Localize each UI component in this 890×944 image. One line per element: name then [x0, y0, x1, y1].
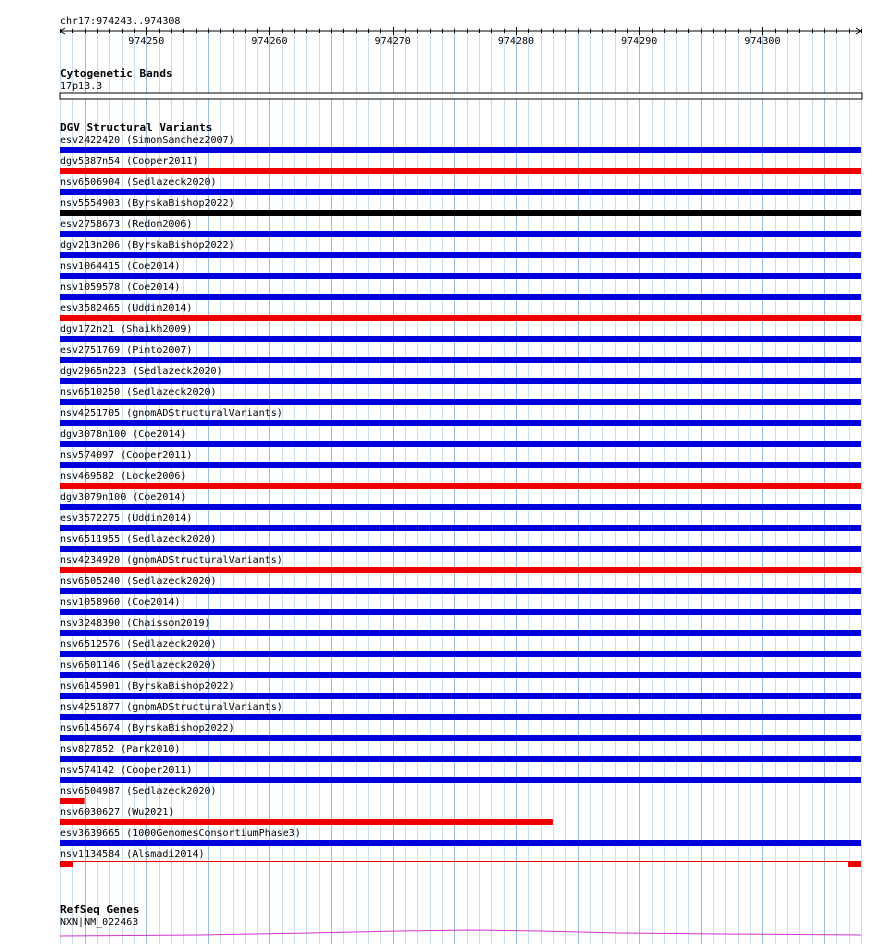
dgv-feature-label: nsv827852 (Park2010) — [60, 744, 181, 755]
dgv-feature[interactable] — [60, 240, 861, 258]
dgv-feature-bar[interactable] — [60, 315, 861, 321]
dgv-feature[interactable] — [60, 471, 861, 489]
dgv-feature-bar[interactable] — [60, 462, 861, 468]
dgv-feature[interactable] — [60, 828, 861, 846]
dgv-feature[interactable] — [60, 366, 861, 384]
dgv-feature-bar[interactable] — [60, 714, 861, 720]
dgv-feature[interactable] — [60, 177, 861, 195]
dgv-feature[interactable] — [60, 618, 861, 636]
dgv-feature-label: nsv1064415 (Coe2014) — [60, 261, 181, 272]
dgv-feature-label: nsv6145674 (ByrskaBishop2022) — [60, 723, 235, 734]
dgv-feature[interactable] — [60, 723, 861, 741]
dgv-feature[interactable] — [60, 702, 861, 720]
dgv-feature-label: nsv6510250 (Sedlazeck2020) — [60, 387, 217, 398]
dgv-feature[interactable] — [60, 744, 861, 762]
dgv-feature-bar[interactable] — [60, 189, 861, 195]
refseq-track-title: RefSeq Genes — [60, 903, 140, 916]
ruler-ticks — [60, 27, 862, 47]
ruler-tick-label: 974280 — [497, 36, 535, 47]
dgv-feature-bar[interactable] — [60, 525, 861, 531]
dgv-feature-bar[interactable] — [60, 420, 861, 426]
dgv-feature-label: nsv6501146 (Sedlazeck2020) — [60, 660, 217, 671]
dgv-track[interactable] — [60, 121, 861, 867]
ruler-tick-label: 974250 — [128, 36, 165, 47]
dgv-feature-bar[interactable] — [60, 399, 861, 405]
dgv-feature-bar[interactable] — [60, 210, 861, 216]
cytoband-track-title: Cytogenetic Bands — [60, 67, 173, 80]
dgv-feature[interactable] — [60, 429, 861, 447]
refseq-gene-line[interactable] — [60, 930, 861, 936]
dgv-feature-label: nsv574097 (Cooper2011) — [60, 450, 193, 461]
dgv-feature-label: nsv3248390 (Chaisson2019) — [60, 618, 211, 629]
dgv-feature[interactable] — [60, 786, 217, 804]
dgv-feature-label: dgv3078n100 (Coe2014) — [60, 429, 187, 440]
dgv-feature[interactable] — [60, 513, 861, 531]
ruler-tick-label: 974290 — [621, 36, 658, 47]
dgv-feature-bar[interactable] — [60, 651, 861, 657]
dgv-feature-bar[interactable] — [60, 441, 861, 447]
dgv-feature-label: nsv6511955 (Sedlazeck2020) — [60, 534, 217, 545]
dgv-feature-bar[interactable] — [60, 735, 861, 741]
dgv-feature-label: dgv172n21 (Shaikh2009) — [60, 324, 193, 335]
dgv-feature-bar[interactable] — [60, 147, 861, 153]
dgv-feature-label: nsv4251705 (gnomADStructuralVariants) — [60, 408, 283, 419]
dgv-feature-label: nsv469582 (Locke2006) — [60, 471, 187, 482]
dgv-feature[interactable] — [60, 492, 861, 510]
dgv-feature-label: nsv6504987 (Sedlazeck2020) — [60, 786, 217, 797]
dgv-feature-label: esv3572275 (Uddin2014) — [60, 513, 193, 524]
ruler-tick-label: 974270 — [374, 36, 411, 47]
dgv-items — [60, 135, 861, 867]
dgv-feature-bar[interactable] — [60, 819, 553, 825]
dgv-feature[interactable] — [60, 765, 861, 783]
dgv-feature-label: esv2422420 (SimonSanchez2007) — [60, 135, 235, 146]
dgv-feature[interactable] — [60, 534, 861, 552]
dgv-feature-bar[interactable] — [60, 693, 861, 699]
region-label: chr17:974243..974308 — [60, 16, 181, 27]
dgv-feature-label: nsv4251877 (gnomADStructuralVariants) — [60, 702, 283, 713]
dgv-feature-label: esv3639665 (1000GenomesConsortiumPhase3) — [60, 828, 301, 839]
dgv-feature-bar[interactable] — [60, 840, 861, 846]
dgv-feature-bar[interactable] — [60, 357, 861, 363]
dgv-track-title: DGV Structural Variants — [60, 121, 213, 134]
dgv-feature-bar[interactable] — [60, 546, 861, 552]
dgv-feature-bar-left[interactable] — [60, 861, 73, 867]
dgv-feature[interactable] — [60, 555, 861, 573]
dgv-feature-bar[interactable] — [60, 378, 861, 384]
dgv-feature[interactable] — [60, 387, 861, 405]
dgv-feature[interactable] — [60, 639, 861, 657]
dgv-feature[interactable] — [60, 303, 861, 321]
dgv-feature[interactable] — [60, 849, 861, 867]
dgv-feature-label: nsv6505240 (Sedlazeck2020) — [60, 576, 217, 587]
dgv-feature-label: esv3582465 (Uddin2014) — [60, 303, 193, 314]
dgv-feature-bar[interactable] — [60, 609, 861, 615]
dgv-feature-label: nsv6030627 (Wu2021) — [60, 807, 175, 818]
dgv-feature-bar[interactable] — [60, 672, 861, 678]
dgv-feature-label: dgv3079n100 (Coe2014) — [60, 492, 187, 503]
dgv-feature[interactable] — [60, 576, 861, 594]
ruler-track[interactable] — [60, 16, 862, 47]
dgv-feature-bar[interactable] — [60, 273, 861, 279]
cytoband-bar[interactable] — [60, 93, 862, 99]
dgv-feature[interactable] — [60, 156, 861, 174]
dgv-feature[interactable] — [60, 597, 861, 615]
dgv-feature-bar[interactable] — [60, 483, 861, 489]
dgv-feature-label: esv2751769 (Pinto2007) — [60, 345, 193, 356]
dgv-feature-label: nsv1134584 (Alsmadi2014) — [60, 849, 205, 860]
dgv-feature-bar[interactable] — [60, 777, 861, 783]
dgv-feature-bar[interactable] — [60, 588, 861, 594]
refseq-gene-label: NXN|NM_022463 — [60, 917, 139, 928]
dgv-feature-label: dgv213n206 (ByrskaBishop2022) — [60, 240, 235, 251]
dgv-feature-bar[interactable] — [60, 294, 861, 300]
dgv-feature-label: esv2758673 (Redon2006) — [60, 219, 193, 230]
dgv-feature-bar[interactable] — [60, 798, 85, 804]
dgv-feature-bar[interactable] — [60, 630, 861, 636]
dgv-feature-label: nsv6506904 (Sedlazeck2020) — [60, 177, 217, 188]
refseq-track[interactable] — [60, 903, 861, 936]
dgv-feature[interactable] — [60, 198, 861, 216]
dgv-feature[interactable] — [60, 135, 861, 153]
dgv-feature-label: nsv574142 (Cooper2011) — [60, 765, 193, 776]
dgv-feature-label: nsv1059578 (Coe2014) — [60, 282, 181, 293]
dgv-feature[interactable] — [60, 681, 861, 699]
dgv-feature-label: nsv6512576 (Sedlazeck2020) — [60, 639, 217, 650]
cytoband-track[interactable] — [60, 67, 862, 99]
dgv-feature-bar[interactable] — [60, 252, 861, 258]
dgv-feature[interactable] — [60, 660, 861, 678]
dgv-feature-bar[interactable] — [60, 336, 861, 342]
dgv-feature-bar[interactable] — [60, 168, 861, 174]
dgv-feature-bar[interactable] — [60, 756, 861, 762]
dgv-feature-label: nsv1058960 (Coe2014) — [60, 597, 181, 608]
dgv-feature-label: nsv6145901 (ByrskaBishop2022) — [60, 681, 235, 692]
cytoband-label: 17p13.3 — [60, 81, 103, 92]
ruler-tick-label: 974300 — [744, 36, 781, 47]
ruler-tick-label: 974260 — [251, 36, 288, 47]
dgv-feature-label: dgv5387n54 (Cooper2011) — [60, 156, 199, 167]
dgv-feature-label: nsv5554903 (ByrskaBishop2022) — [60, 198, 235, 209]
dgv-feature[interactable] — [60, 261, 861, 279]
dgv-feature-bar[interactable] — [60, 504, 861, 510]
dgv-feature[interactable] — [60, 324, 861, 342]
dgv-feature-label: dgv2965n223 (Sedlazeck2020) — [60, 366, 223, 377]
dgv-feature-bar-right[interactable] — [848, 861, 861, 867]
dgv-feature[interactable] — [60, 450, 861, 468]
dgv-feature[interactable] — [60, 282, 861, 300]
dgv-feature-label: nsv4234920 (gnomADStructuralVariants) — [60, 555, 283, 566]
dgv-feature[interactable] — [60, 219, 861, 237]
dgv-feature-bar[interactable] — [60, 231, 861, 237]
dgv-feature[interactable] — [60, 408, 861, 426]
dgv-feature-bar[interactable] — [60, 567, 861, 573]
dgv-feature[interactable] — [60, 345, 861, 363]
